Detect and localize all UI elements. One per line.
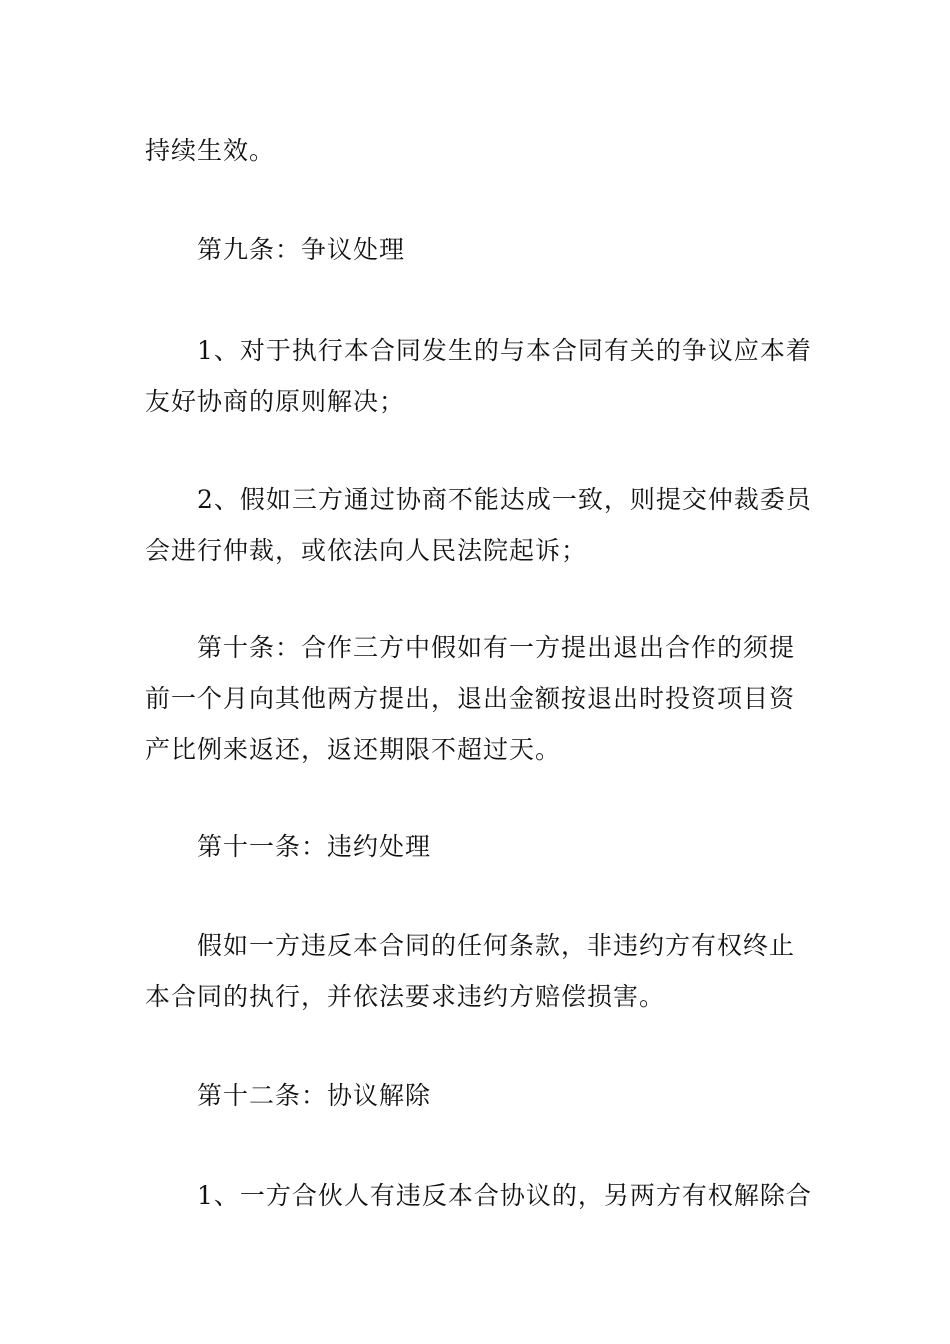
text-line: 第十一条：违约处理 [197,832,432,861]
text-line: 假如一方违反本合同的任何条款，非违约方有权终止 [197,931,796,960]
text-line: 前一个月向其他两方提出，退出金额按退出时投资项目资 [145,684,796,713]
text-line: 本合同的执行，并依法要求违约方赔偿损害。 [145,982,666,1011]
article-11-body [145,920,810,1022]
article-9-clause-1 [145,325,810,427]
text-line: 持续生效。 [145,136,276,165]
text-line: 友好协商的原则解决； [145,387,406,416]
article-12-clause-1 [145,1170,810,1221]
article-9-heading [145,224,810,275]
text-line: 2、假如三方通过协商不能达成一致，则提交仲裁委员 [197,485,812,514]
text-line: 产比例来返还，返还期限不超过天。 [145,735,562,764]
text-line: 第十条：合作三方中假如有一方提出退出合作的须提 [197,633,796,662]
article-9-clause-2 [145,474,810,576]
article-12-heading [145,1070,810,1121]
text-line: 1、一方合伙人有违反本合协议的，另两方有权解除合 [197,1181,812,1210]
text-line: 会进行仲裁，或依法向人民法院起诉； [145,536,588,565]
text-line: 第十二条：协议解除 [197,1081,432,1110]
article-10 [145,622,810,775]
text-line: 第九条：争议处理 [197,235,406,264]
paragraph-continuation [145,125,810,176]
text-line: 1、对于执行本合同发生的与本合同有关的争议应本着 [197,336,812,365]
article-11-heading [145,821,810,872]
